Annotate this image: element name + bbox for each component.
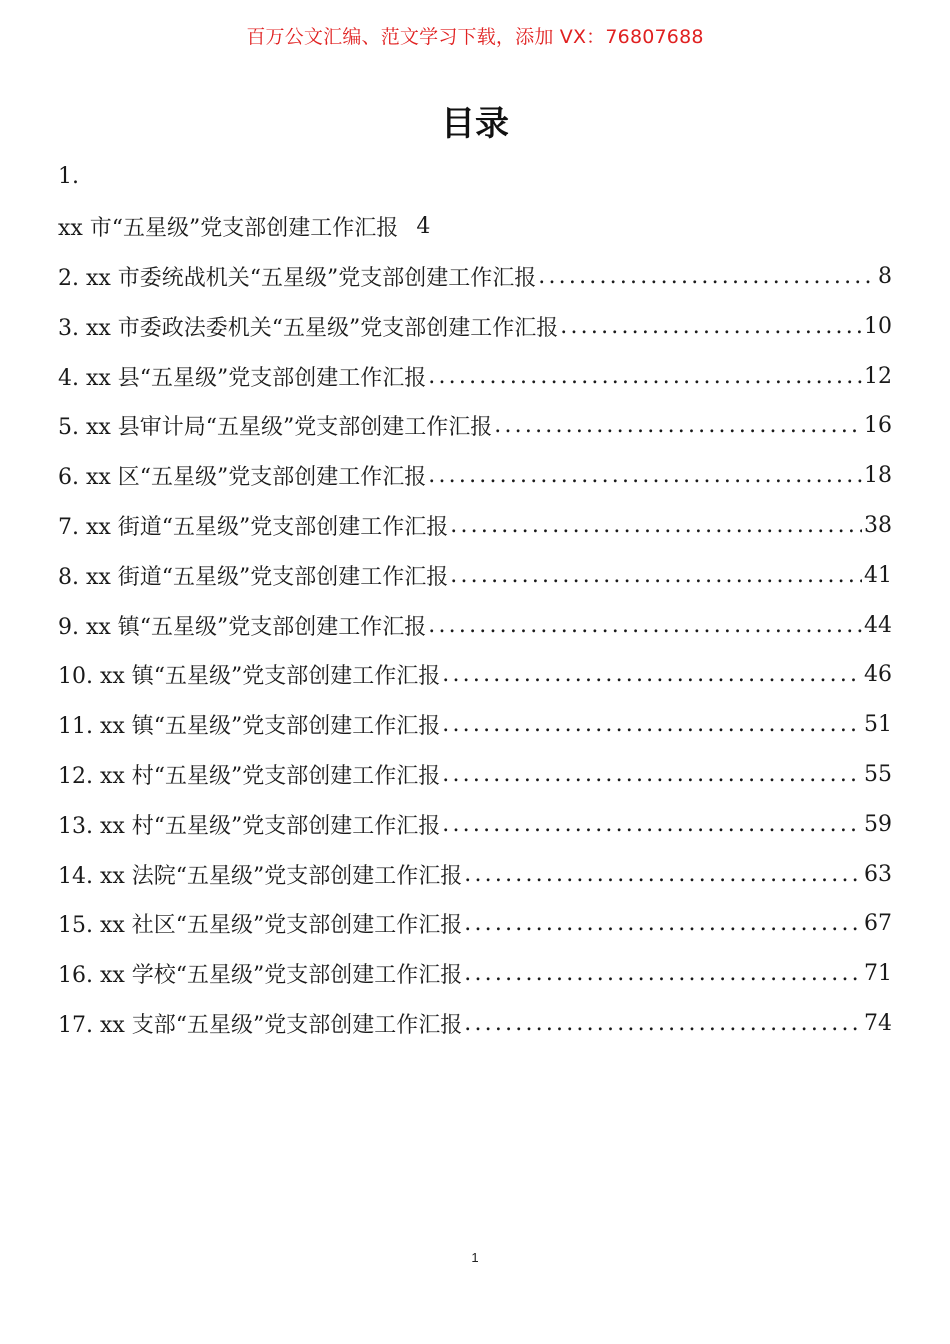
toc-leader-dots xyxy=(442,762,862,787)
toc-leader-dots xyxy=(464,961,862,986)
toc-entry-label: 2. xx 市委统战机关“五星级”党支部创建工作汇报 xyxy=(58,265,537,291)
toc-leader-dots xyxy=(442,812,862,837)
toc-entry-label: 11. xx 镇“五星级”党支部创建工作汇报 xyxy=(58,714,441,740)
toc-entry-9[interactable] xyxy=(58,600,892,650)
header-banner: 百万公文汇编、范文学习下载，添加 VX：76807688 xyxy=(246,26,704,48)
toc-entry-label: 5. xx 县审计局“五星级”党支部创建工作汇报 xyxy=(58,415,493,441)
toc-entry-label: 12. xx 村“五星级”党支部创建工作汇报 xyxy=(58,763,441,789)
toc-entry-label: 16. xx 学校“五星级”党支部创建工作汇报 xyxy=(58,963,463,989)
toc-entry-page: 46 xyxy=(864,662,892,688)
toc-entry-page: 12 xyxy=(864,363,892,389)
toc-leader-dots xyxy=(442,712,862,737)
toc-leader-dots xyxy=(450,563,862,588)
toc-entry-label: 4. xx 县“五星级”党支部创建工作汇报 xyxy=(58,365,427,391)
page-title: 目录 xyxy=(441,104,509,144)
toc-entry-10[interactable] xyxy=(58,650,892,700)
toc-entry-page: 55 xyxy=(864,761,892,787)
page-number: 1 xyxy=(471,1250,479,1265)
toc-entry-13[interactable] xyxy=(58,799,892,849)
toc-leader-dots xyxy=(428,613,862,638)
toc-leader-dots xyxy=(538,264,876,289)
toc-entry-label: 14. xx 法院“五星级”党支部创建工作汇报 xyxy=(58,863,463,889)
toc-entry-label: 10. xx 镇“五星级”党支部创建工作汇报 xyxy=(58,664,441,690)
toc-entry-6[interactable] xyxy=(58,451,892,501)
toc-entry-1[interactable] xyxy=(58,202,892,252)
toc-entry-page: 44 xyxy=(864,612,892,638)
toc-entry-page: 41 xyxy=(864,562,892,588)
toc-entry-page: 10 xyxy=(864,313,892,339)
toc-entry-page: 38 xyxy=(864,512,892,538)
toc-entry-3[interactable] xyxy=(58,301,892,351)
toc-entry-page: 16 xyxy=(864,413,892,439)
toc-entry-label: xx 市“五星级”党支部创建工作汇报 xyxy=(58,216,399,242)
toc-entry-5[interactable] xyxy=(58,401,892,451)
toc-leader-dots xyxy=(560,314,862,339)
toc-entry-label: 7. xx 街道“五星级”党支部创建工作汇报 xyxy=(58,514,449,540)
toc-entry-label: 15. xx 社区“五星级”党支部创建工作汇报 xyxy=(58,913,463,939)
toc-entry-page: 71 xyxy=(864,961,892,987)
toc-entry-label: 8. xx 街道“五星级”党支部创建工作汇报 xyxy=(58,564,449,590)
toc-entry-page: 74 xyxy=(864,1010,892,1036)
toc-leader-dots xyxy=(464,862,862,887)
toc-entry-page: 63 xyxy=(864,861,892,887)
toc-entry-1-number[interactable] xyxy=(58,152,892,202)
toc-leader-dots xyxy=(464,1011,862,1036)
toc-entry-page: 51 xyxy=(864,712,892,738)
toc-leader-dots xyxy=(442,662,862,687)
toc-leader-dots xyxy=(464,911,862,936)
toc-entry-label: 17. xx 支部“五星级”党支部创建工作汇报 xyxy=(58,1012,463,1038)
toc-entry-16[interactable] xyxy=(58,949,892,999)
toc-entry-15[interactable] xyxy=(58,899,892,949)
toc-entry-2[interactable] xyxy=(58,252,892,302)
toc-entry-number: 1. xyxy=(58,164,79,190)
toc-entry-14[interactable] xyxy=(58,849,892,899)
toc-entry-8[interactable] xyxy=(58,550,892,600)
toc-entry-label: 6. xx 区“五星级”党支部创建工作汇报 xyxy=(58,465,427,491)
toc-entry-page: 59 xyxy=(864,811,892,837)
toc-entry-17[interactable] xyxy=(58,999,892,1049)
toc-entry-11[interactable] xyxy=(58,700,892,750)
toc-entry-page: 67 xyxy=(864,911,892,937)
toc-entry-label: 9. xx 镇“五星级”党支部创建工作汇报 xyxy=(58,614,427,640)
toc-entry-page: 8 xyxy=(878,263,892,289)
toc-entry-page: 18 xyxy=(864,463,892,489)
toc-entry-4[interactable] xyxy=(58,351,892,401)
toc-entry-12[interactable] xyxy=(58,750,892,800)
toc-leader-dots xyxy=(494,413,862,438)
toc-list xyxy=(58,152,892,1048)
toc-entry-label: 13. xx 村“五星级”党支部创建工作汇报 xyxy=(58,813,441,839)
toc-entry-label: 3. xx 市委政法委机关“五星级”党支部创建工作汇报 xyxy=(58,315,559,341)
toc-leader-dots xyxy=(450,513,862,538)
toc-entry-page: 4 xyxy=(416,214,431,240)
toc-entry-7[interactable] xyxy=(58,501,892,551)
toc-leader-dots xyxy=(428,463,862,488)
toc-leader-dots xyxy=(428,364,862,389)
